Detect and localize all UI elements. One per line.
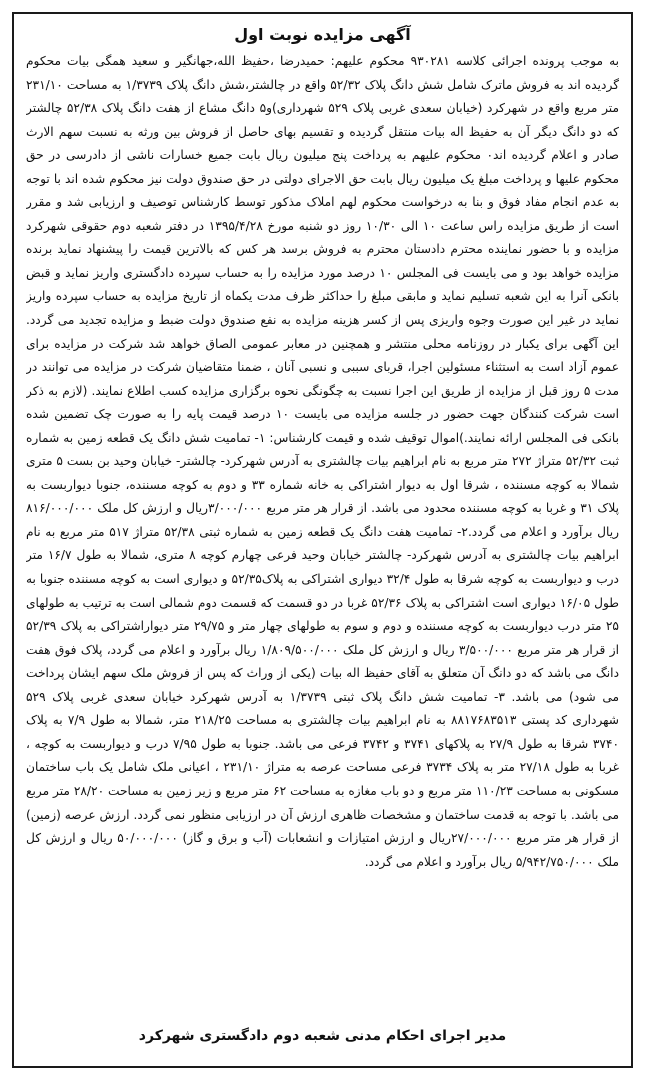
notice-title: آگهی مزایده نوبت اول bbox=[234, 25, 411, 44]
notice-signature: مدیر اجرای احکام مدنی شعبه دوم دادگستری شهرکرد bbox=[138, 1028, 507, 1044]
notice-frame bbox=[12, 12, 633, 1068]
notice-body: به موجب پرونده اجرائی کلاسه ۹۳۰۲۸۱ محکوم علیهم: حمیدرضا ،حفیظ الله،جهانگیر و سعید همگی بیات محکوم گردیده اند به فروش ماترک شامل شش دانگ پلاک ۵۲/۳۲ واقع در چالشتر،شش دانگ پلاک ۱/۳۷۳۹ به مساحت ۲۳۱/۱۰ متر مربع واقع در شهرکرد (خیابان سعدی غربی پلاک ۵۲۹ شهرداری)و۵ دانگ مشاع از هفت دانگ پلاک ۵۲/۳۸ چالشتر که دو دانگ دیگر آن به حفیظ اله بیات منتقل گردیده و تقسیم بهای حاصل از فروش بین ورثه به نسبت سهم الارث صادر و اعلام گردیده اند٠ محکوم علیهم به پرداخت پنج میلیون ریال بابت جمیع خسارات ناشی از دادرسی در حق محکوم علیها و پرداخت مبلغ یک میلیون ریال بابت حق الاجرای دولتی در حق صندوق دولت نیز محکوم شده اند با توجه به عدم انجام مفاد فوق و بنا به درخواست محکوم لهم املاک مذکور توسط کارشناس توصیف و ارزیابی شد و مقرر است از طریق مزایده راس ساعت ۱۰ الی ۱۰/۳۰ روز دو شنبه مورخ ۱۳۹۵/۴/۲۸ در دفتر شعبه دوم حقوقی شهرکرد مزایده و با حضور نماینده محترم دادستان محترم به فروش برسد هر کس که بالاترین قیمت را پیشنهاد نماید برنده مزایده خواهد بود و می بایست فی المجلس ۱۰ درصد مورد مزایده را به حساب سپرده دادگستری واریز نماید و قبض بانکی آنرا به این شعبه تسلیم نماید و مابقی مبلغ را حداکثر ظرف مدت یکماه از تاریخ مزایده به حساب سپرده واریز نماید در غیر این صورت وجوه واریزی پس از کسر هزینه مزایده به نفع صندوق دولت ضبط و مزایده تجدید می گردد. این آگهی برای یکبار در روزنامه محلی منتشر و همچنین در معابر عمومی الصاق خواهد شد شرکت در مزایده برای عموم آزاد است به استثناء مسئولین اجرا، قربای سببی و نسبی آنان ، ضمنا متقاضیان شرکت در مزایده می توانند در مدت ۵ روز قبل از مزایده از طریق این اجرا نسبت به چگونگی نحوه برگزاری مزایده کسب اطلاع نمایند. (لازم به ذکر است شرکت کنندگان جهت حضور در جلسه مزایده می بایست ۱۰ درصد قیمت پایه را به صورت چک تضمین شده بانکی فی المجلس ارائه نمایند.)اموال توقیف شده و قیمت کارشناس: ١- تمامیت شش دانگ یک قطعه زمین به شماره ثبت ۵۲/۳۲ متراژ ۲۷۲ متر مربع به نام ابراهیم بیات چالشتری به آدرس شهرکرد- چالشتر- خیابان وحید بن بست ۵ متری شمالا به کوچه مسننده ، شرقا اول به دیوار اشتراکی به خانه شماره ۳۳ و دوم به کوچه مسننده، جنوبا دیواربست به پلاک ۳۱ و غربا به کوچه مسننده محدود می باشد. از قرار هر متر مربع ۳/۰۰۰/۰۰۰ریال و ارزش کل ملک ۸۱۶/۰۰۰/۰۰۰ ریال برآورد و اعلام می گردد.۲- تمامیت هفت دانگ یک قطعه زمین به شماره ثبتی ۵۲/۳۸ متراژ ۵۱۷ متر مربع به نام ابراهیم بیات چالشتری به آدرس شهرکرد- چالشتر خیابان وحید فرعی چهارم کوچه ۸ متری، شمالا به طول ۱۶/۷ متر درب و دیواربست به کوچه شرقا به طول ۳۲/۴ دیواری اشتراکی به پلاک۵۲/۳۵ و دیواری است به کوچه مسننده جنوبا به طول ۱۶/۰۵ دیواری است اشتراکی به پلاک ۵۲/۳۶ غربا در دو قسمت که قسمت دوم شمالی است به ترتیب به طولهای ۲۵ متر درب دیواربست به کوچه مسننده و دوم و سوم به طولهای چهار متر و ۲۹/۷۵ متر دیواراشتراکی به پلاک ۵۲/۳۹ از قرار هر متر مربع ۳/۵۰۰/۰۰۰ ریال و ارزش کل ملک ۱/۸۰۹/۵۰۰/۰۰۰ ریال برآورد و اعلام می گردد، پلاک فوق هفت دانگ می باشد که دو دانگ آن متعلق به آقای حفیظ اله بیات (یکی از وراث که پس از فروش ملک سهم ایشان پرداخت می شود) می باشد. ٣- تمامیت شش دانگ پلاک ثبتی ۱/۳۷۳۹ به آدرس شهرکرد خیابان سعدی غربی پلاک ۵۲۹ شهرداری کد پستی ۸۸۱۷۶۸۳۵۱۳ به نام ابراهیم بیات چالشتری به مساحت ۲۱۸/۲۵ متر، شمالا به طول ۷/۹ به پلاک ۳۷۴۰ شرقا به طول ۲۷/۹ به پلاکهای ۳۷۴۱ و ۳۷۴۲ فرعی می باشد. جنوبا به طول ۷/۹۵ درب و دیواربست به کوچه ، غربا به طول ۲۷/۱۸ متر به پلاک ۳۷۳۴ فرعی مساحت عرصه به متراژ ۲۳۱/۱۰ ، اعیانی ملک شامل یک باب ساختمان مسکونی به مساحت ۱۱۰/۲۳ متر مربع و دو باب مغازه به مساحت ۶۲ متر مربع و زیر زمین به مساحت ۲۸/۲۰ متر مربع می باشد. با توجه به قدمت ساختمان و مشخصات ظاهری ارزش آن در ارزیابی منظور نمی گردد. ارزش عرصه (زمین) از قرار هر متر مربع ۲۷/۰۰۰/۰۰۰ریال و ارزش امتیازات و انشعابات (آب و برق و گاز) ۵۰/۰۰۰/۰۰۰ ریال و ارزش کل ملک ۵/۹۴۲/۷۵۰/۰۰۰ ریال برآورد و اعلام می گردد. bbox=[26, 54, 619, 869]
